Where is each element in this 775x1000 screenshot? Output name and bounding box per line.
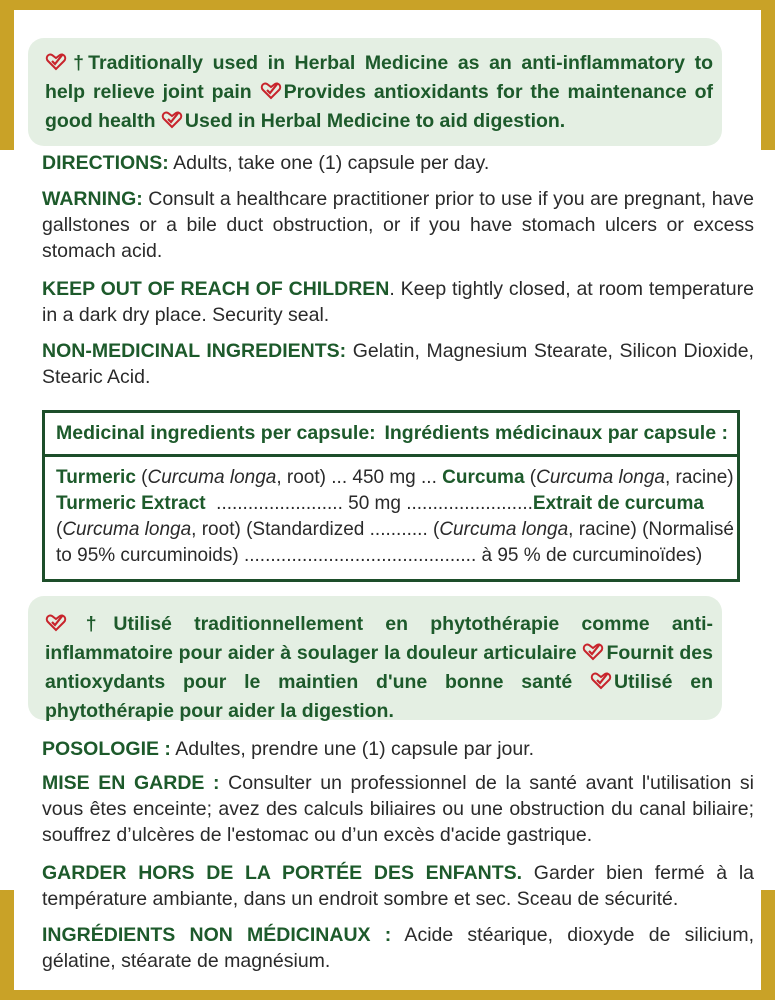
garder-text: Garder bien fermé à la température ambiante, dans un endroit sombre et sec. Sceau de sécurité. bbox=[42, 862, 755, 910]
ingredient-text: ( bbox=[524, 467, 537, 488]
ingredients-non-medicinaux bbox=[42, 922, 754, 974]
ingredient-text: to 95% curcuminoids) ............................................ à 95 % de curcuminoïdes) bbox=[56, 545, 703, 566]
heart-check-icon bbox=[260, 82, 282, 100]
ingredient-row bbox=[56, 543, 731, 569]
ingredient-text: , root) ... 450 mg ... bbox=[276, 467, 443, 488]
claim-fr-3: Utilisé en phytothérapie pour aider la digestion. bbox=[45, 671, 713, 722]
warning bbox=[42, 186, 754, 264]
mise-en-garde-label: MISE EN GARDE : bbox=[42, 772, 220, 794]
gold-border-left-bottom bbox=[0, 890, 14, 1000]
claim-fr-2: Fournit des antioxydants pour le maintien d'une bonne santé bbox=[45, 642, 713, 693]
claims-english bbox=[28, 38, 722, 146]
heart-check-icon bbox=[590, 672, 612, 690]
directions bbox=[42, 150, 754, 176]
mise-en-garde bbox=[42, 770, 754, 848]
ingredient-text: ........................ 50 mg ........................ bbox=[205, 493, 533, 514]
warning-label: WARNING: bbox=[42, 188, 143, 210]
ingredient-text: ( bbox=[56, 519, 63, 540]
ingredient-name: Turmeric bbox=[56, 467, 136, 488]
heart-check-icon bbox=[582, 643, 604, 661]
ingredient-name: Turmeric Extract bbox=[56, 493, 206, 514]
medicinal-ingredients-box bbox=[42, 410, 740, 582]
ingredient-row bbox=[56, 491, 731, 517]
ingredients-header bbox=[45, 413, 737, 457]
ingredients-header-fr: Ingrédients médicinaux par capsule : bbox=[384, 422, 728, 444]
latin-name: Curcuma longa bbox=[536, 467, 665, 488]
label-panel bbox=[14, 10, 761, 990]
keep-out-text: . Keep tightly closed, at room temperature in a dark dry place. Security seal. bbox=[42, 278, 754, 326]
directions-text: Adults, take one (1) capsule per day. bbox=[168, 152, 490, 174]
posologie bbox=[42, 736, 754, 762]
latin-name: Curcuma longa bbox=[147, 467, 277, 488]
posologie-text: Adultes, prendre une (1) capsule par jour. bbox=[170, 738, 535, 760]
keep-out-of-reach bbox=[42, 276, 754, 328]
heart-check-icon bbox=[45, 53, 67, 71]
ingredient-row bbox=[56, 517, 734, 543]
directions-label: DIRECTIONS: bbox=[42, 152, 169, 174]
claim-fr-1: †Utilisé traditionnellement en phytothérapie comme anti-inflammatoire pour aider à soulager la douleur articulaire bbox=[45, 613, 713, 664]
non-medicinal-label: NON-MEDICINAL INGREDIENTS: bbox=[42, 340, 347, 362]
keep-out-label: KEEP OUT OF REACH OF CHILDREN bbox=[42, 278, 390, 300]
latin-name: Curcuma longa bbox=[439, 519, 569, 540]
mise-en-garde-text: Consulter un professionnel de la santé avant l'utilisation si vous êtes enceinte; avez des calculs biliaires ou une obstruction du canal biliaire; souffrez d’ulcères de l'estomac ou d’un excès d'acide gastrique. bbox=[42, 772, 754, 846]
gold-border-left-top bbox=[0, 0, 14, 150]
ingredient-text: ( bbox=[135, 467, 148, 488]
ingredient-name-fr: Curcuma bbox=[442, 467, 525, 488]
warning-text: Consult a healthcare practitioner prior to use if you are pregnant, have gallstones or a bile duct obstruction, or if you have stomach ulcers or excess stomach acid. bbox=[42, 188, 754, 262]
ingredient-row bbox=[56, 465, 734, 491]
heart-check-icon bbox=[161, 111, 183, 129]
ingredient-text: , root) (Standardized ........... ( bbox=[191, 519, 440, 540]
non-medicinal-text: Gelatin, Magnesium Stearate, Silicon Dioxide, Stearic Acid. bbox=[42, 340, 754, 388]
ingredient-text: , racine) (Normalisé bbox=[568, 519, 734, 540]
heart-check-icon bbox=[45, 614, 67, 632]
non-med-fr-text: Acide stéarique, dioxyde de silicium, gélatine, stéarate de magnésium. bbox=[42, 924, 754, 972]
non-med-fr-label: INGRÉDIENTS NON MÉDICINAUX : bbox=[42, 924, 392, 946]
ingredient-text: , racine) bbox=[664, 467, 734, 488]
claim-en-2: Provides antioxidants for the maintenance of good health bbox=[45, 81, 713, 132]
gold-border-right-top bbox=[761, 0, 775, 150]
garder-label: GARDER HORS DE LA PORTÉE DES ENFANTS. bbox=[42, 862, 523, 884]
non-medicinal-ingredients bbox=[42, 338, 754, 390]
gold-border-right-bottom bbox=[761, 890, 775, 1000]
posologie-label: POSOLOGIE : bbox=[42, 738, 171, 760]
claim-en-1: †Traditionally used in Herbal Medicine as an anti-inflammatory to help relieve joint pain bbox=[45, 52, 713, 103]
gold-border-top bbox=[0, 0, 775, 10]
claims-french bbox=[28, 596, 722, 720]
ingredients-header-en: Medicinal ingredients per capsule: bbox=[56, 422, 376, 444]
claim-en-3: Used in Herbal Medicine to aid digestion. bbox=[184, 110, 566, 132]
garder-hors-portee bbox=[42, 860, 754, 912]
ingredients-body bbox=[56, 465, 734, 569]
ingredient-name-fr: Extrait de curcuma bbox=[532, 493, 704, 514]
gold-border-bottom bbox=[0, 990, 775, 1000]
latin-name: Curcuma longa bbox=[62, 519, 192, 540]
